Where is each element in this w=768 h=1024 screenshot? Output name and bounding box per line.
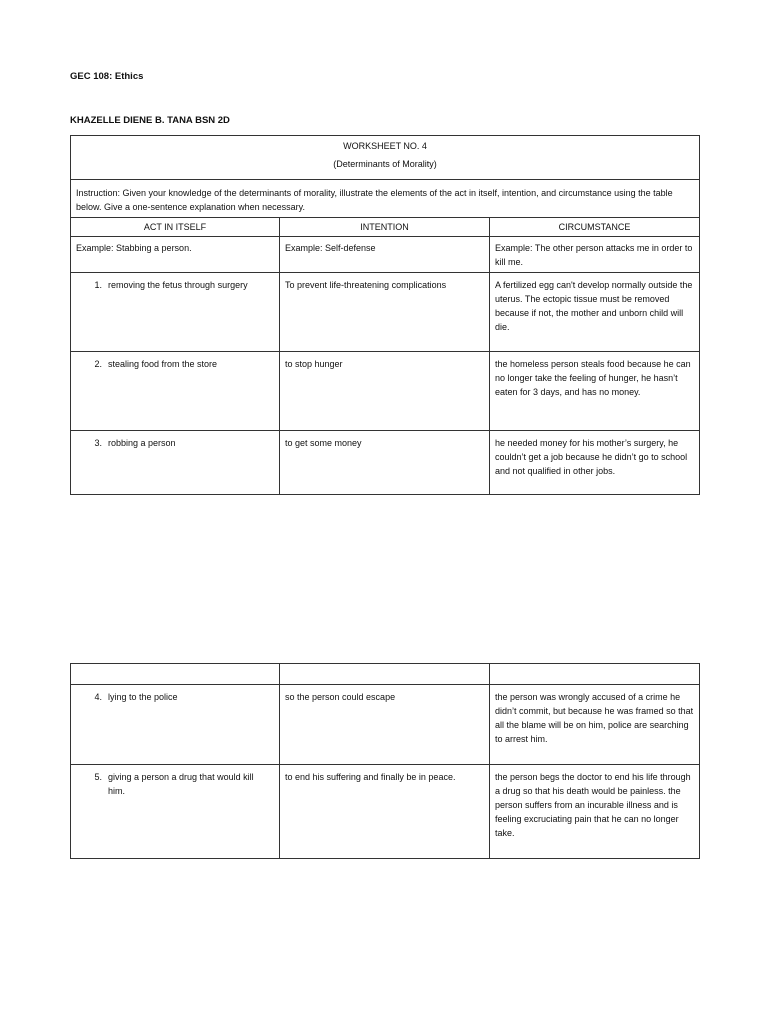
- intention-cell: to get some money: [280, 431, 490, 495]
- worksheet-table-page-2: [70, 663, 700, 859]
- circumstance-cell: the homeless person steals food because he can no longer take the feeling of hunger, he hasn’t eaten for 3 days, and has no money.: [490, 352, 700, 431]
- table-row: [71, 352, 700, 431]
- act-text: removing the fetus through surgery: [108, 280, 248, 290]
- column-header-circumstance: CIRCUMSTANCE: [490, 218, 700, 237]
- intention-cell: To prevent life-threatening complications: [280, 273, 490, 352]
- column-header-act: ACT IN ITSELF: [71, 218, 280, 237]
- item-number: 5.: [94, 772, 102, 782]
- act-cell: [71, 765, 280, 859]
- item-number: 1.: [94, 280, 102, 290]
- circumstance-cell: he needed money for his mother’s surgery, he couldn’t get a job because he didn’t go to school and not qualified in other jobs.: [490, 431, 700, 495]
- act-text: robbing a person: [108, 438, 176, 448]
- intention-cell: to stop hunger: [280, 352, 490, 431]
- act-text: lying to the police: [108, 692, 178, 702]
- worksheet-subtitle: (Determinants of Morality): [333, 159, 437, 169]
- title-row: [71, 136, 700, 180]
- example-row: [71, 237, 700, 273]
- intention-cell: so the person could escape: [280, 685, 490, 765]
- item-number: 3.: [94, 438, 102, 448]
- blank-header-row: [71, 664, 700, 685]
- circumstance-cell: the person was wrongly accused of a crime he didn’t commit, but because he was framed so that all the blame will be on him, police are searching to arrest him.: [490, 685, 700, 765]
- worksheet-table-page-1: [70, 135, 700, 495]
- course-title: GEC 108: Ethics: [70, 71, 144, 82]
- circumstance-cell: the person begs the doctor to end his life through a drug so that his death would be painless. the person suffers from an incurable illness and is feeling excruciating pain that he can no longer take.: [490, 765, 700, 859]
- intention-cell: to end his suffering and finally be in peace.: [280, 765, 490, 859]
- example-circumstance: Example: The other person attacks me in order to kill me.: [490, 237, 700, 273]
- table-row: [71, 431, 700, 495]
- example-intention: Example: Self-defense: [280, 237, 490, 273]
- example-act: Example: Stabbing a person.: [71, 237, 280, 273]
- circumstance-cell: A fertilized egg can't develop normally outside the uterus. The ectopic tissue must be removed because if not, the mother and unborn child will die.: [490, 273, 700, 352]
- instruction-text: Instruction: Given your knowledge of the determinants of morality, illustrate the elements of the act in itself, intention, and circumstance using the table below. Give a one-sentence explanation when necessary.: [71, 180, 700, 218]
- student-name: KHAZELLE DIENE B. TANA BSN 2D: [70, 115, 230, 126]
- act-cell: [71, 685, 280, 765]
- column-header-row: [71, 218, 700, 237]
- table-row: [71, 765, 700, 859]
- act-cell: [71, 431, 280, 495]
- item-number: 4.: [94, 692, 102, 702]
- worksheet-title: WORKSHEET NO. 4: [343, 141, 427, 151]
- column-header-intention: INTENTION: [280, 218, 490, 237]
- act-cell: [71, 352, 280, 431]
- act-cell: [71, 273, 280, 352]
- act-text: stealing food from the store: [108, 359, 218, 369]
- instruction-row: [71, 180, 700, 218]
- item-number: 2.: [94, 359, 102, 369]
- act-text: giving a person a drug that would kill him.: [108, 772, 254, 796]
- table-row: [71, 685, 700, 765]
- table-row: [71, 273, 700, 352]
